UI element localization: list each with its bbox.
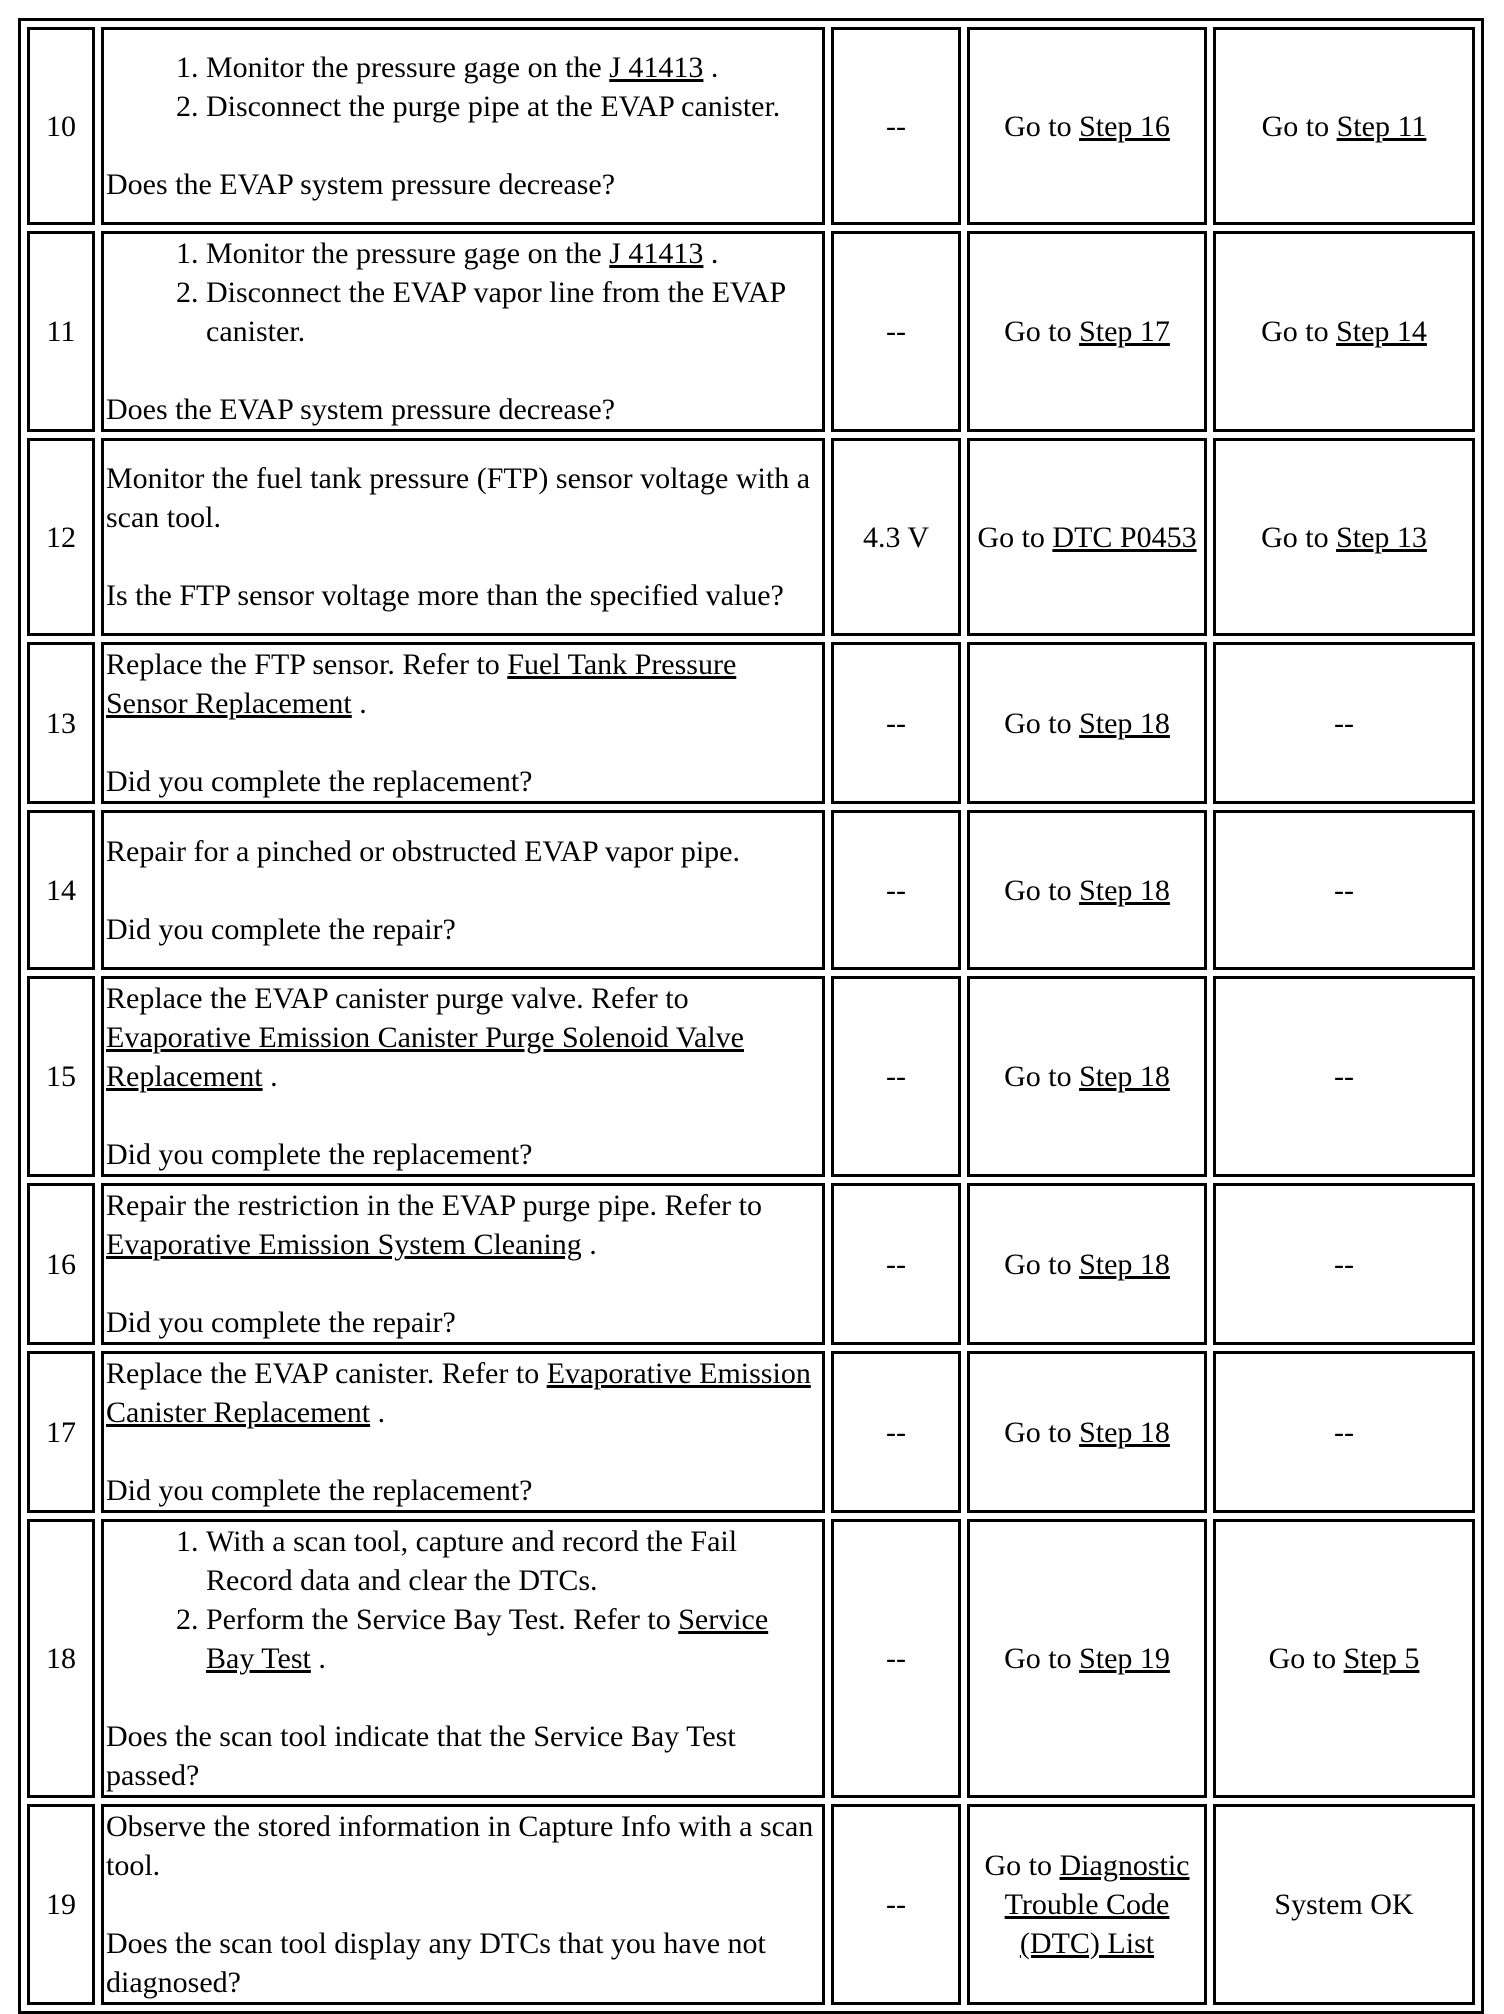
no-step-link[interactable]: Step 13	[1336, 520, 1427, 554]
table-row-step-13	[27, 642, 1475, 804]
action-cell	[101, 1183, 825, 1345]
step-number: 11	[27, 231, 95, 432]
no-cell: --	[1213, 642, 1475, 804]
no-cell: --	[1213, 976, 1475, 1177]
value-cell: --	[831, 810, 961, 970]
no-cell: Go to Step 14	[1213, 231, 1475, 432]
question-text: Is the FTP sensor voltage more than the specified value?	[106, 579, 784, 612]
yes-cell: Go to Step 18	[967, 1183, 1207, 1345]
yes-step-link[interactable]: Step 18	[1079, 706, 1170, 740]
table-row-step-15	[27, 976, 1475, 1177]
instruction-text: Replace the EVAP canister purge valve. Refer to Evaporative Emission Canister Purge Solenoid Valve Replacement .	[106, 982, 744, 1093]
list-item: 1. With a scan tool, capture and record the Fail Record data and clear the DTCs.	[206, 1522, 820, 1600]
list-item: 2. Perform the Service Bay Test. Refer to Service Bay Test .	[206, 1600, 820, 1678]
no-cell: --	[1213, 1183, 1475, 1345]
value-cell: --	[831, 231, 961, 432]
table-row-step-17	[27, 1351, 1475, 1513]
no-step-link[interactable]: Step 5	[1343, 1642, 1420, 1675]
procedure-link[interactable]: Fuel Tank Pressure Sensor Replacement	[106, 648, 737, 720]
yes-step-link[interactable]: Step 18	[1079, 1247, 1170, 1281]
step-number: 18	[27, 1519, 95, 1798]
yes-step-link[interactable]: Step 18	[1079, 1415, 1170, 1449]
yes-cell: Go to Step 17	[967, 231, 1207, 432]
table-row-step-19	[27, 1804, 1475, 2005]
no-cell: Go to Step 5	[1213, 1519, 1475, 1798]
question-text: Did you complete the replacement?	[106, 1138, 533, 1171]
instruction-text: Repair the restriction in the EVAP purge pipe. Refer to Evaporative Emission System Cleaning .	[106, 1189, 762, 1261]
action-cell	[101, 1804, 825, 2005]
instruction-text: Observe the stored information in Capture Info with a scan tool.	[106, 1810, 814, 1882]
action-list	[106, 48, 820, 126]
list-item: 1. Monitor the pressure gage on the J 41413 .	[206, 48, 820, 87]
yes-cell: Go to Step 16	[967, 27, 1207, 225]
question-text: Does the EVAP system pressure decrease?	[106, 393, 616, 426]
instruction-text: Repair for a pinched or obstructed EVAP vapor pipe.	[106, 834, 740, 868]
action-cell	[101, 27, 825, 225]
list-item: 2. Disconnect the EVAP vapor line from the EVAP canister.	[206, 273, 820, 351]
question-text: Does the scan tool indicate that the Service Bay Test passed?	[106, 1720, 736, 1792]
value-cell: --	[831, 1519, 961, 1798]
action-cell	[101, 810, 825, 970]
question-text: Does the scan tool display any DTCs that you have not diagnosed?	[106, 1927, 766, 1999]
instruction-text: Monitor the fuel tank pressure (FTP) sensor voltage with a scan tool.	[106, 462, 811, 534]
instruction-text: Replace the EVAP canister. Refer to Evaporative Emission Canister Replacement .	[106, 1357, 811, 1429]
question-text: Did you complete the replacement?	[106, 1474, 533, 1507]
yes-cell: Go to Step 18	[967, 976, 1207, 1177]
procedure-link[interactable]: Evaporative Emission Canister Purge Solenoid Valve Replacement	[106, 1021, 744, 1093]
value-cell: --	[831, 1804, 961, 2005]
yes-cell: Go to Step 18	[967, 642, 1207, 804]
value-cell: --	[831, 642, 961, 804]
action-cell	[101, 1519, 825, 1798]
action-cell	[101, 976, 825, 1177]
step-number: 12	[27, 438, 95, 636]
table-row-step-18	[27, 1519, 1475, 1798]
yes-step-link[interactable]: Step 17	[1079, 315, 1170, 348]
yes-dtc-list-link[interactable]: Diagnostic Trouble Code (DTC) List	[1004, 1849, 1190, 1960]
question-text: Did you complete the repair?	[106, 1306, 456, 1339]
no-cell: Go to Step 13	[1213, 438, 1475, 636]
step-number: 19	[27, 1804, 95, 2005]
no-cell: --	[1213, 810, 1475, 970]
table-row-step-14	[27, 810, 1475, 970]
no-step-link[interactable]: Step 11	[1336, 109, 1427, 143]
question-text: Did you complete the replacement?	[106, 765, 533, 798]
yes-step-link[interactable]: Step 16	[1079, 109, 1170, 143]
no-cell: --	[1213, 1351, 1475, 1513]
value-cell: --	[831, 976, 961, 1177]
yes-step-link[interactable]: Step 18	[1079, 1060, 1170, 1093]
table-row-step-10	[27, 27, 1475, 225]
no-step-link[interactable]: Step 14	[1336, 315, 1427, 348]
action-cell	[101, 1351, 825, 1513]
no-cell: Go to Step 11	[1213, 27, 1475, 225]
diagnostic-table	[18, 18, 1484, 2014]
value-cell: --	[831, 27, 961, 225]
yes-cell: Go to Step 18	[967, 810, 1207, 970]
list-item: 2. Disconnect the purge pipe at the EVAP canister.	[206, 87, 820, 126]
value-cell: --	[831, 1183, 961, 1345]
yes-cell: Go to Step 18	[967, 1351, 1207, 1513]
yes-cell: Go to Diagnostic Trouble Code (DTC) List	[967, 1804, 1207, 2005]
tool-link[interactable]: J 41413	[609, 51, 704, 84]
action-list	[106, 1522, 820, 1678]
value-cell: 4.3 V	[831, 438, 961, 636]
table-row-step-11	[27, 231, 1475, 432]
procedure-link[interactable]: Service Bay Test	[206, 1603, 769, 1675]
yes-step-link[interactable]: Step 18	[1079, 873, 1170, 907]
no-cell: System OK	[1213, 1804, 1475, 2005]
action-list	[106, 234, 820, 351]
question-text: Does the EVAP system pressure decrease?	[106, 168, 616, 201]
yes-cell: Go to Step 19	[967, 1519, 1207, 1798]
procedure-link[interactable]: Evaporative Emission Canister Replacement	[106, 1357, 811, 1429]
step-number: 15	[27, 976, 95, 1177]
question-text: Did you complete the repair?	[106, 912, 456, 946]
step-number: 13	[27, 642, 95, 804]
step-number: 10	[27, 27, 95, 225]
instruction-text: Replace the FTP sensor. Refer to Fuel Tank Pressure Sensor Replacement .	[106, 648, 737, 720]
table-row-step-16	[27, 1183, 1475, 1345]
yes-cell: Go to DTC P0453	[967, 438, 1207, 636]
action-cell	[101, 231, 825, 432]
procedure-link[interactable]: Evaporative Emission System Cleaning	[106, 1228, 582, 1261]
yes-dtc-link[interactable]: DTC P0453	[1052, 520, 1197, 554]
list-item: 1. Monitor the pressure gage on the J 41413 .	[206, 234, 820, 273]
step-number: 17	[27, 1351, 95, 1513]
step-number: 14	[27, 810, 95, 970]
action-cell	[101, 438, 825, 636]
step-number: 16	[27, 1183, 95, 1345]
yes-step-link[interactable]: Step 19	[1079, 1642, 1170, 1675]
tool-link[interactable]: J 41413	[609, 237, 704, 270]
value-cell: --	[831, 1351, 961, 1513]
table-row-step-12	[27, 438, 1475, 636]
action-cell	[101, 642, 825, 804]
